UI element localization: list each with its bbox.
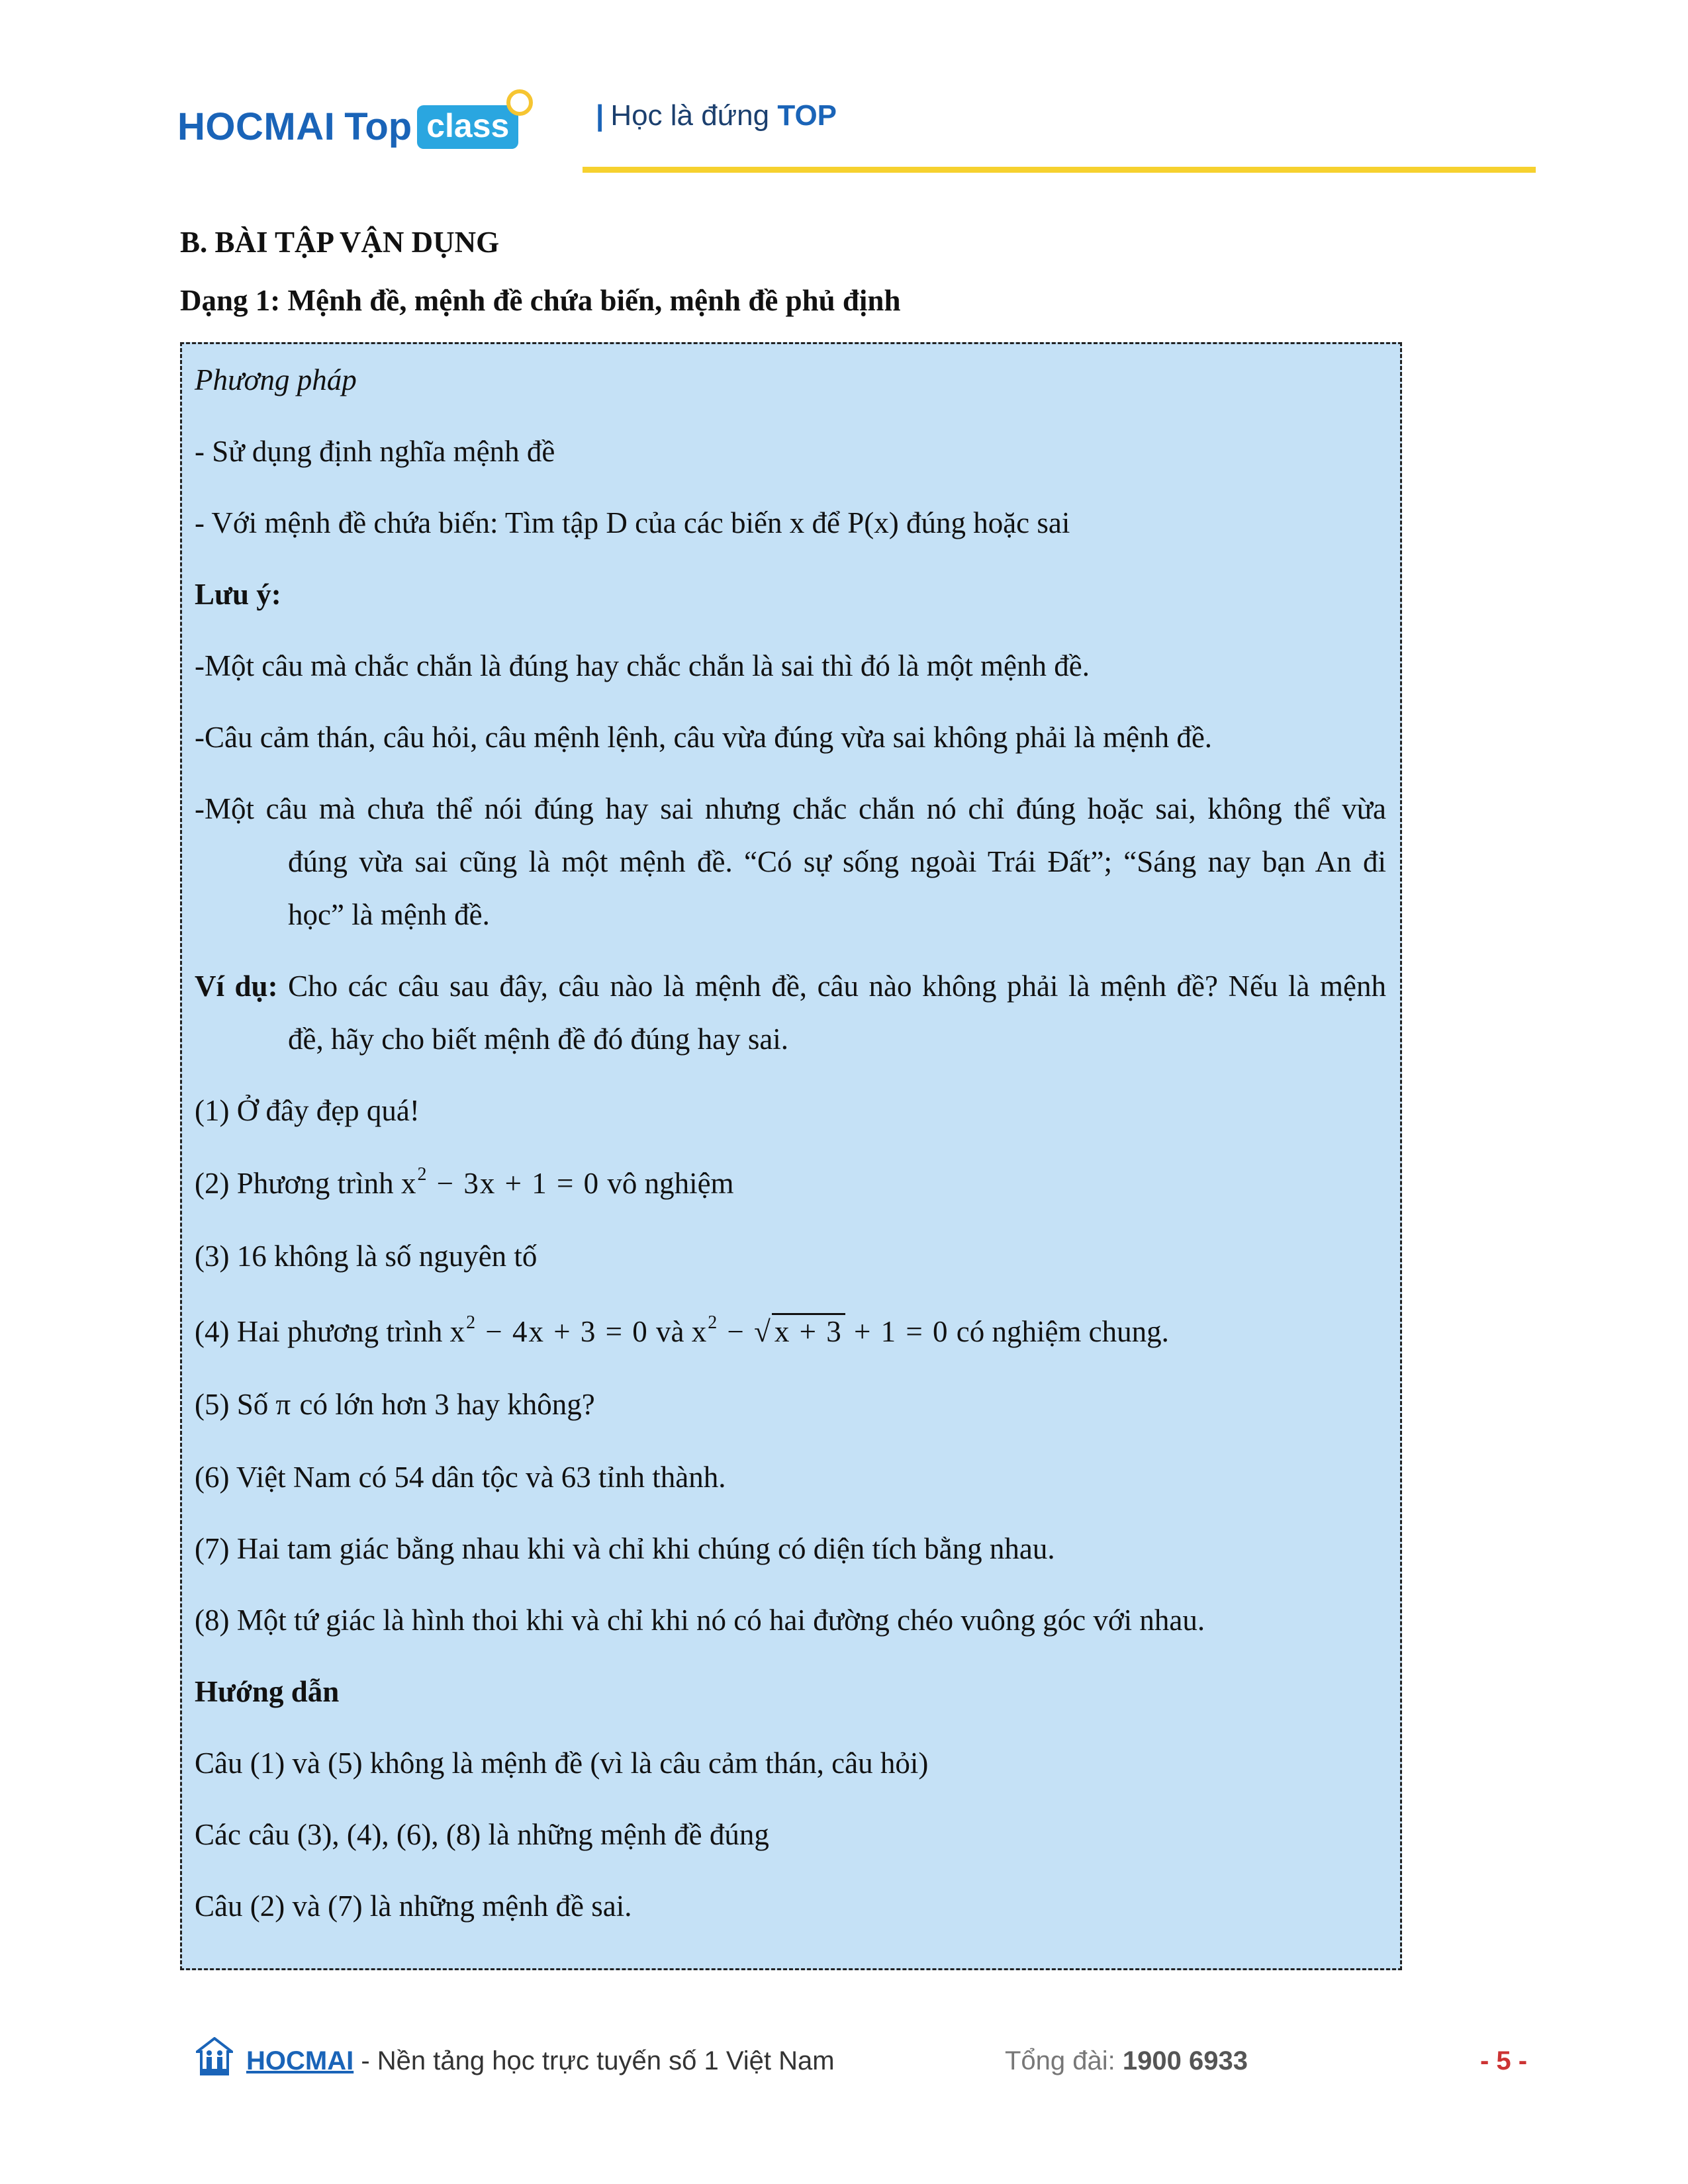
item-2-prefix: (2) Phương trình [195, 1167, 401, 1200]
content-box [180, 342, 1402, 1970]
equation-4a [449, 1312, 649, 1348]
note-item-1: -Một câu mà chắc chắn là đúng hay chắc chắn là sai thì đó là một mệnh đề. [195, 649, 1090, 682]
item-4-suffix: có nghiệm chung. [949, 1315, 1169, 1348]
eq2-rest: − 3x + 1 = 0 [428, 1167, 600, 1200]
note-item-2: -Câu cảm thán, câu hỏi, câu mệnh lệnh, câu vừa đúng vừa sai không phải là mệnh đề. [195, 721, 1213, 754]
method-label: Phương pháp [195, 363, 357, 396]
example-item-3: (3) 16 không là số nguyên tố [195, 1240, 538, 1273]
eq4a-exponent: 2 [466, 1312, 477, 1333]
note-item-3-line-3: học” là mệnh đề. [288, 898, 490, 931]
hotline-label: Tổng đài: [1005, 2046, 1123, 2075]
item-5-suffix: có lớn hơn 3 hay không? [292, 1388, 595, 1421]
example-item-4 [195, 1314, 1169, 1349]
subsection-title: Dạng 1: Mệnh đề, mệnh đề chứa biến, mệnh đề phủ định [180, 284, 901, 317]
item-4-prefix: (4) Hai phương trình [195, 1315, 450, 1348]
logo-class-badge [417, 105, 518, 149]
logo-class-text: class [426, 107, 510, 144]
header-slogan [596, 99, 837, 132]
item-2-suffix: vô nghiệm [600, 1167, 734, 1200]
eq2-exponent: 2 [417, 1164, 428, 1185]
example-text: Cho các câu sau đây, câu nào là mệnh đề, câu nào không phải là mệnh đề? Nếu là mệnh [277, 970, 1386, 1003]
example-line-2: đề, hãy cho biết mệnh đề đó đúng hay sai. [288, 1023, 789, 1056]
example-label: Ví dụ: [195, 970, 278, 1003]
guide-label: Hướng dẫn [195, 1675, 340, 1708]
guide-item-3: Câu (2) và (7) là những mệnh đề sai. [195, 1889, 632, 1923]
method-item-2: - Với mệnh đề chứa biến: Tìm tập D của các biến x để P(x) đúng hoặc sai [195, 506, 1070, 539]
note-item-3-line-2: đúng vừa sai cũng là một mệnh đề. “Có sự sống ngoài Trái Đất”; “Sáng nay bạn An đi [288, 845, 1386, 878]
example-item-5 [195, 1387, 595, 1422]
slogan-text: Học là đứng [610, 99, 778, 132]
header-divider [583, 167, 1536, 173]
eq4b-exponent: 2 [708, 1312, 719, 1333]
method-item-1: - Sử dụng định nghĩa mệnh đề [195, 435, 555, 468]
guide-item-2: Các câu (3), (4), (6), (8) là những mệnh đề đúng [195, 1818, 769, 1851]
eq4b-radicand: x + 3 [772, 1313, 845, 1348]
page-number: - 5 - [1480, 2046, 1528, 2075]
example-item-2 [195, 1166, 734, 1201]
eq2-var: x [400, 1167, 418, 1200]
eq4a-rest: − 4x + 3 = 0 [477, 1315, 649, 1348]
eq4b-rest: + 1 = 0 [845, 1315, 949, 1348]
logo-top-text: Top [344, 105, 412, 148]
item-5-prefix: (5) Số [195, 1388, 276, 1421]
footer-tagline [246, 2046, 835, 2076]
example-line-1 [195, 969, 1386, 1003]
section-title: B. BÀI TẬP VẬN DỤNG [180, 226, 500, 259]
example-item-1: (1) Ở đây đẹp quá! [195, 1094, 420, 1127]
eq4b-var: x [691, 1315, 708, 1348]
hocmai-topclass-logo [177, 105, 518, 155]
footer-hotline [1005, 2046, 1248, 2076]
eq4b-minus-sqrt: − √ [718, 1315, 772, 1348]
slogan-divider: | [596, 99, 604, 132]
example-item-8: (8) Một tứ giác là hình thoi khi và chỉ khi nó có hai đường chéo vuông góc với nhau. [195, 1604, 1205, 1637]
example-item-6: (6) Việt Nam có 54 dân tộc và 63 tỉnh thành. [195, 1461, 726, 1494]
equation-4b [691, 1312, 949, 1348]
eq4a-var: x [449, 1315, 467, 1348]
sun-icon [506, 89, 533, 116]
footer-tagline-text: - Nền tảng học trực tuyến số 1 Việt Nam [353, 2046, 835, 2075]
note-label: Lưu ý: [195, 578, 281, 611]
item-4-connector: và [648, 1315, 692, 1348]
equation-2 [400, 1164, 600, 1200]
pi-symbol: π [275, 1388, 293, 1421]
example-item-7: (7) Hai tam giác bằng nhau khi và chỉ khi chúng có diện tích bằng nhau. [195, 1532, 1055, 1565]
hotline-number: 1900 6933 [1122, 2046, 1248, 2075]
footer-brand-link[interactable]: HOCMAI [246, 2046, 354, 2075]
hocmai-house-icon [196, 2037, 233, 2077]
note-item-3-line-1: -Một câu mà chưa thể nói đúng hay sai nhưng chắc chắn nó chỉ đúng hoặc sai, không thể vừa [195, 792, 1386, 825]
guide-item-1: Câu (1) và (5) không là mệnh đề (vì là câu cảm thán, câu hỏi) [195, 1747, 929, 1780]
logo-hocmai-text: HOCMAI [177, 105, 336, 148]
slogan-top: TOP [777, 99, 837, 132]
